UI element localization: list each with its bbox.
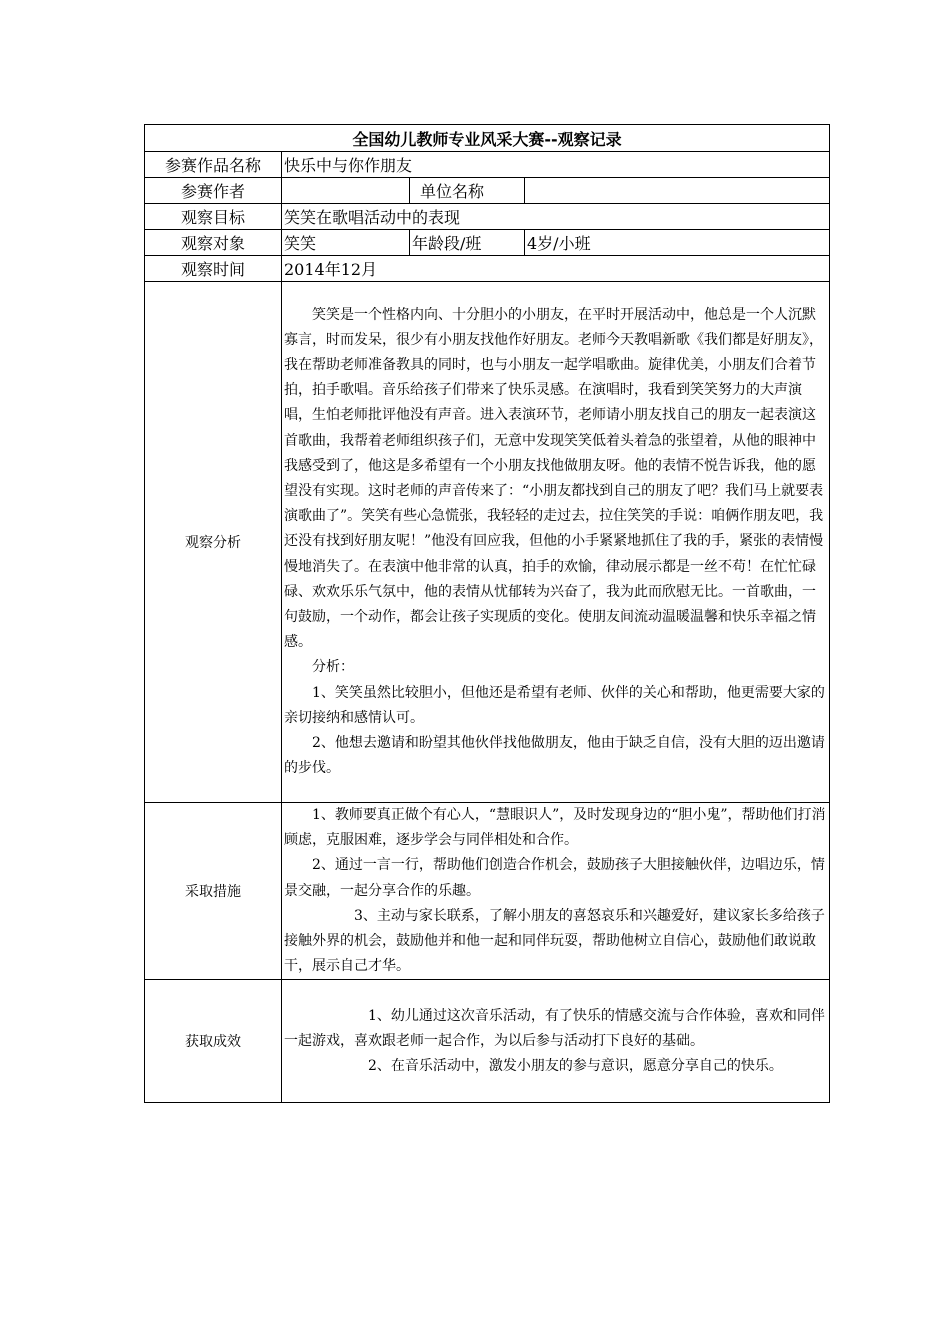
subject-label: 观察对象	[145, 230, 282, 256]
author-value	[282, 178, 410, 204]
measure-item-1: 1、教师要真正做个有心人，“慧眼识人”，及时发现身边的“胆小鬼”，帮助他们打消顾虑，克服困难，逐步学会与同伴相处和合作。	[284, 807, 826, 849]
analysis-point-2: 2、他想去邀请和盼望其他伙伴找他做朋友，他由于缺乏自信，没有大胆的迈出邀请的步伐。	[284, 735, 825, 777]
work-name-value: 快乐中与你作朋友	[282, 152, 830, 178]
age-value: 4岁/小班	[525, 230, 830, 256]
analysis-label: 观察分析	[145, 282, 282, 803]
results-content	[282, 980, 830, 1103]
unit-label: 单位名称	[410, 178, 525, 204]
work-name-label: 参赛作品名称	[145, 152, 282, 178]
result-item-2: 2、在音乐活动中，激发小朋友的参与意识，愿意分享自己的快乐。	[368, 1058, 783, 1075]
result-item-1: 1、幼儿通过这次音乐活动，有了快乐的情感交流与合作体验，喜欢和同伴一起游戏，喜欢跟老师一起合作，为以后参与活动打下良好的基础。	[284, 1007, 825, 1049]
measures-label: 采取措施	[145, 803, 282, 980]
analysis-paragraph: 笑笑是一个性格内向、十分胆小的小朋友，在平时开展活动中，他总是一个人沉默寡言，时而发呆，很少有小朋友找他作好朋友。老师今天教唱新歌《我们都是好朋友》，我在帮助老师准备教具的同时，也与小朋友一起学唱歌曲。旋律优美，小朋友们合着节拍，拍手歌唱。音乐给孩子们带来了快乐灵感。在演唱时，我看到笑笑努力的大声演唱，生怕老师批评他没有声音。进入表演环节，老师请小朋友找自己的朋友一起表演这首歌曲，我帮着老师组织孩子们，无意中发现笑笑低着头着急的张望着，从他的眼神中我感受到了，他这是多希望有一个小朋友找他做朋友呀。他的表情不悦告诉我，他的愿望没有实现。这时老师的声音传来了：“小朋友都找到自己的朋友了吧？我们马上就要表演歌曲了”。笑笑有些心急慌张，我轻轻的走过去，拉住笑笑的手说：咱俩作朋友吧，我还没有找到好朋友呢！”他没有回应我，但他的小手紧紧地抓住了我的手，紧张的表情慢慢地消失了。在表演中他非常的认真，拍手的欢愉，律动展示都是一丝不苟！在忙忙碌碌、欢欢乐乐气氛中，他的表情从忧郁转为兴奋了，我为此而欣慰无比。一首歌曲，一句鼓励，一个动作，都会让孩子实现质的变化。使朋友间流动温暖温馨和快乐幸福之情感。	[284, 306, 824, 651]
analysis-point-1: 1、笑笑虽然比较胆小，但他还是希望有老师、伙伴的关心和帮助，他更需要大家的亲切接纳和感情认可。	[284, 684, 825, 726]
goal-label: 观察目标	[145, 204, 282, 230]
subject-value: 笑笑	[282, 230, 410, 256]
measure-item-2: 2、通过一言一行，帮助他们创造合作机会，鼓励孩子大胆接触伙伴，边唱边乐，情景交融，一起分享合作的乐趣。	[284, 857, 825, 899]
document-title: 全国幼儿教师专业风采大赛--观察记录	[145, 125, 830, 152]
measures-content	[282, 803, 830, 980]
analysis-heading: 分析：	[312, 659, 354, 676]
observation-record-table	[144, 124, 830, 1103]
unit-value	[525, 178, 830, 204]
analysis-content	[282, 282, 830, 803]
time-label: 观察时间	[145, 256, 282, 282]
author-label: 参赛作者	[145, 178, 282, 204]
measure-item-3: 3、主动与家长联系，了解小朋友的喜怒哀乐和兴趣爱好，建议家长多给孩子接触外界的机会，鼓励他并和他一起和同伴玩耍，帮助他树立自信心，鼓励他们敢说敢干，展示自己才华。	[284, 907, 825, 975]
goal-value: 笑笑在歌唱活动中的表现	[282, 204, 830, 230]
results-label: 获取成效	[145, 980, 282, 1103]
time-value: 2014年12月	[282, 256, 830, 282]
age-label: 年龄段/班	[410, 230, 525, 256]
